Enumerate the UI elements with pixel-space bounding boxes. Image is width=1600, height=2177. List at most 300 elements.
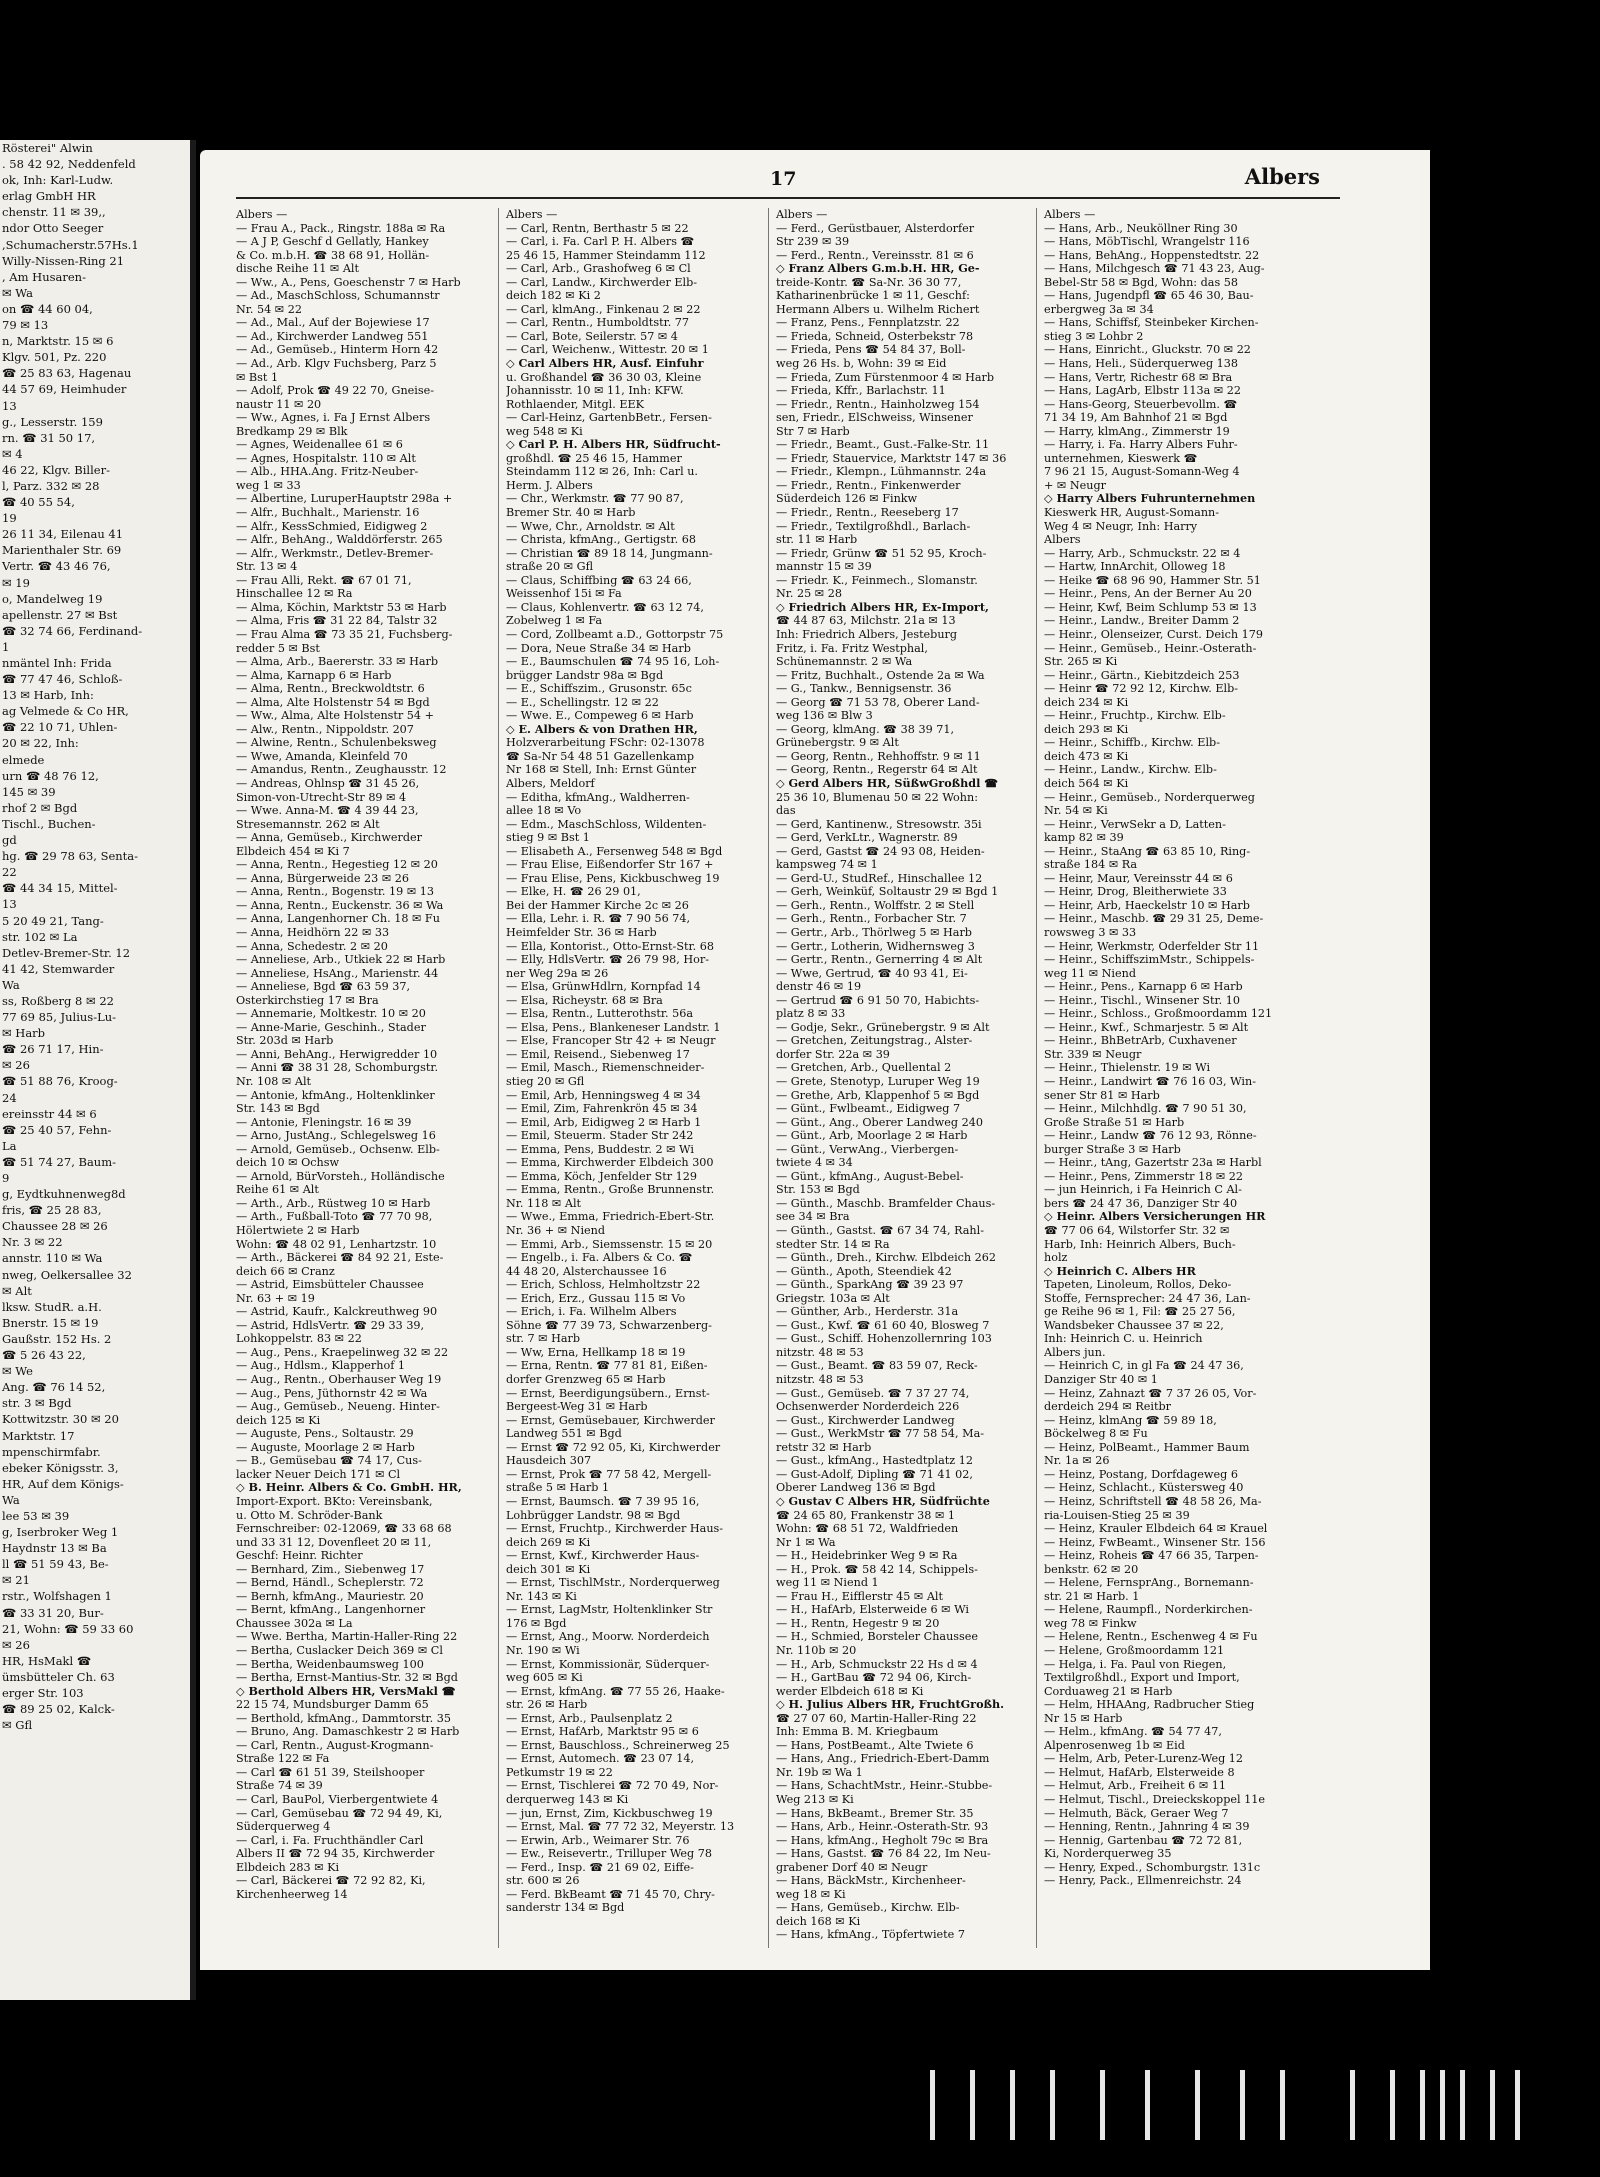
directory-entry-line: deich 293 ✉ Ki xyxy=(1044,722,1129,736)
prev-page-line: erger Str. 103 xyxy=(2,1686,84,1700)
directory-entry-line: weg 548 ✉ Ki xyxy=(506,424,583,438)
directory-entry-line: sanderstr 134 ✉ Bgd xyxy=(506,1901,625,1915)
directory-entry-line: großhdl. ☎ 25 46 15, Hammer xyxy=(506,451,682,465)
directory-entry-line: — Gust., Beamt. ☎ 83 59 07, Reck- xyxy=(776,1359,978,1373)
directory-entry-line: — Frau A., Pack., Ringstr. 188a ✉ Ra xyxy=(236,221,446,235)
directory-entry-line: Elbdeich 454 ✉ Ki 7 xyxy=(236,844,350,858)
directory-entry-line: — Elisabeth A., Fersenweg 548 ✉ Bgd xyxy=(506,844,723,858)
directory-entry-line: — Heinr., Kwf., Schmarjestr. 5 ✉ Alt xyxy=(1044,1020,1249,1034)
directory-entry-line: weg 78 ✉ Finkw xyxy=(1044,1616,1137,1630)
directory-entry-line: — Georg, Rentn., Regerstr 64 ✉ Alt xyxy=(776,763,978,777)
directory-entry-line: — Frieda, Zum Fürstenmoor 4 ✉ Harb xyxy=(776,370,995,384)
directory-entry-line: — Frieda, Kffr., Barlachstr. 11 xyxy=(776,384,946,398)
prev-page-line: 26 11 34, Eilenau 41 xyxy=(2,527,124,542)
prev-page-line: g, Iserbroker Weg 1 xyxy=(2,1525,119,1540)
directory-entry-line: Oberer Landweg 136 ✉ Bgd xyxy=(776,1481,936,1495)
directory-entry-line: — Alma, Köchin, Marktstr 53 ✉ Harb xyxy=(236,600,447,614)
directory-entry-line: Str 7 ✉ Harb xyxy=(776,424,850,438)
directory-entry-line: — Andreas, Ohlnsp ☎ 31 45 26, xyxy=(236,776,420,790)
directory-entry-line: Nr. 54 ✉ 22 xyxy=(236,302,302,316)
directory-entry-line: — Heinz, Roheis ☎ 47 66 35, Tarpen- xyxy=(1044,1549,1259,1563)
directory-entry-line: str. 11 ✉ Harb xyxy=(776,533,858,547)
directory-entry-line: Weg 4 ✉ Neugr, Inh: Harry xyxy=(1044,519,1198,533)
directory-entry-line: ☎ 24 65 80, Frankenstr 38 ✉ 1 xyxy=(776,1508,955,1522)
book-binding-edge xyxy=(1436,150,1600,1970)
directory-entry-line: Corduaweg 21 ✉ Harb xyxy=(1044,1684,1173,1698)
directory-entry-line: Kirchenheerweg 14 xyxy=(236,1887,348,1901)
column-3 xyxy=(776,208,1032,1942)
directory-entry-line: — Heinr., Olenseizer, Curst. Deich 179 xyxy=(1044,627,1263,641)
prev-page-line: Bnerstr. 15 ✉ 19 xyxy=(2,1315,99,1330)
directory-entry-line: — Ernst, Kommissionär, Süderquer- xyxy=(506,1657,710,1671)
directory-entry-line: retstr 32 ✉ Harb xyxy=(776,1440,872,1454)
directory-entry-line: Straße 74 ✉ 39 xyxy=(236,1779,323,1793)
directory-entry-line: — E., Schellingstr. 12 ✉ 22 xyxy=(506,695,659,709)
directory-entry-line: Weg 213 ✉ Ki xyxy=(776,1792,854,1806)
directory-entry-line: — Helm., kfmAng. ☎ 54 77 47, xyxy=(1044,1725,1222,1739)
directory-entry-line: Nr. 1a ✉ 26 xyxy=(1044,1454,1110,1468)
directory-entry-line: — Hans, kfmAng., Hegholt 79c ✉ Bra xyxy=(776,1833,989,1847)
directory-entry-line: — Gerd, Kantinenw., Stresowstr. 35i xyxy=(776,817,982,831)
directory-entry-line: — Heinr., Thielenstr. 19 ✉ Wi xyxy=(1044,1061,1211,1075)
directory-entry-line: — Ernst, Baumsch. ☎ 7 39 95 16, xyxy=(506,1494,700,1508)
directory-entry-line: — Ella, Kontorist., Otto-Ernst-Str. 68 xyxy=(506,939,714,953)
directory-entry-line: Albers jun. xyxy=(1044,1345,1106,1359)
directory-entry-line: Nr. 110b ✉ 20 xyxy=(776,1643,857,1657)
directory-entry-line: — Carl, Gemüsebau ☎ 72 94 49, Ki, xyxy=(236,1806,443,1820)
directory-entry-line: 7 96 21 15, August-Somann-Weg 4 xyxy=(1044,465,1240,479)
directory-entry-line: — Gust., Kwf. ☎ 61 60 40, Blosweg 7 xyxy=(776,1318,990,1332)
directory-entry-line: — Friedr., Textilgroßhdl., Barlach- xyxy=(776,519,971,533)
directory-entry-line: — Ad., MaschSchloss, Schumannstr xyxy=(236,289,440,303)
directory-entry-line: Holzverarbeitung FSchr: 02-13078 xyxy=(506,736,705,750)
prev-page-line: ereinsstr 44 ✉ 6 xyxy=(2,1106,97,1121)
directory-entry-line: — Helene, Großmoordamm 121 xyxy=(1044,1643,1225,1657)
directory-entry-line: — Emma, Rentn., Große Brunnenstr. xyxy=(506,1183,715,1197)
directory-entry-line: deich 301 ✉ Ki xyxy=(506,1562,591,1576)
directory-entry-line: — Heinr., Tischl., Winsener Str. 10 xyxy=(1044,993,1240,1007)
directory-entry-line: — Frau Elise, Pens, Kickbuschweg 19 xyxy=(506,871,720,885)
directory-entry-line: — Ew., Reisevertr., Trilluper Weg 78 xyxy=(506,1847,712,1861)
directory-entry-line: — Carl, Rentn., Humboldtstr. 77 xyxy=(506,316,690,330)
directory-entry-line: ☎ 27 07 60, Martin-Haller-Ring 22 xyxy=(776,1711,977,1725)
directory-entry-line: — Albertine, LuruperHauptstr 298a + xyxy=(236,492,453,506)
directory-entry-line: — Anneliese, Arb., Utkiek 22 ✉ Harb xyxy=(236,953,446,967)
prev-page-line: apellenstr. 27 ✉ Bst xyxy=(2,607,118,622)
directory-entry-line: — Alma, Fris ☎ 31 22 84, Talstr 32 xyxy=(236,614,438,628)
directory-entry-line: — Aug., Gemüseb., Neueng. Hinter- xyxy=(236,1400,440,1414)
column-heading: Albers — xyxy=(776,208,828,221)
directory-entry-line: — Alma, Arb., Baererstr. 33 ✉ Harb xyxy=(236,655,439,669)
directory-entry-line: — Ella, Lehr. i. R. ☎ 7 90 56 74, xyxy=(506,912,691,926)
prev-page-line: 22 xyxy=(2,865,17,880)
directory-entry-line: str. 7 ✉ Harb xyxy=(506,1332,581,1346)
prev-page-line: ll ☎ 51 59 43, Be- xyxy=(2,1557,109,1572)
directory-entry-line: — Frau Alli, Rekt. ☎ 67 01 71, xyxy=(236,573,412,587)
prev-page-line: Willy-Nissen-Ring 21 xyxy=(2,253,125,268)
firm-entry: ◇ Berthold Albers HR, VersMakl ☎ xyxy=(236,1684,456,1698)
directory-entry-line: Ki, Norderquerweg 35 xyxy=(1044,1847,1172,1861)
directory-entry-line: stedter Str. 14 ✉ Ra xyxy=(776,1237,890,1251)
column-divider xyxy=(768,208,769,1948)
directory-entry-line: — Arnold, Gemüseb., Ochsenw. Elb- xyxy=(236,1142,440,1156)
directory-entry-line: — Heinr, Arb, Haeckelstr 10 ✉ Harb xyxy=(1044,898,1250,912)
directory-entry-line: — Gertr., Arb., Thörlweg 5 ✉ Harb xyxy=(776,925,972,939)
prev-page-line: o, Mandelweg 19 xyxy=(2,591,103,606)
directory-entry-line: — Emmi, Arb., Siemssenstr. 15 ✉ 20 xyxy=(506,1237,713,1251)
directory-entry-line: — Frieda, Pens ☎ 54 84 37, Boll- xyxy=(776,343,966,357)
prev-page-line: Wa xyxy=(2,977,20,992)
column-divider xyxy=(1036,208,1037,1948)
directory-entry-line: — Christa, kfmAng., Gertigstr. 68 xyxy=(506,533,696,547)
directory-entry-line: — Godje, Sekr., Grünebergstr. 9 ✉ Alt xyxy=(776,1020,990,1034)
directory-entry-line: Wandsbeker Chaussee 37 ✉ 22, xyxy=(1044,1318,1224,1332)
directory-entry-line: & Co. m.b.H. ☎ 38 68 91, Hollän- xyxy=(236,248,430,262)
directory-entry-line: — Heinz, FwBeamt., Winsener Str. 156 xyxy=(1044,1535,1266,1549)
directory-entry-line: — E., Baumschulen ☎ 74 95 16, Loh- xyxy=(506,655,720,669)
directory-entry-line: — Else, Francoper Str 42 + ✉ Neugr xyxy=(506,1034,716,1048)
directory-entry-line: — Ernst, TischlMstr., Norderquerweg xyxy=(506,1576,720,1590)
directory-entry-line: — Adolf, Prok ☎ 49 22 70, Gneise- xyxy=(236,384,435,398)
column-heading: Albers — xyxy=(236,208,288,221)
directory-entry-line: — Amandus, Rentn., Zeughausstr. 12 xyxy=(236,763,447,777)
directory-entry-line: — Gerd, Gastst ☎ 24 93 08, Heiden- xyxy=(776,844,985,858)
directory-entry-line: benkstr. 62 ✉ 20 xyxy=(1044,1562,1139,1576)
prev-page-line: rstr., Wolfshagen 1 xyxy=(2,1589,112,1604)
scanner-calibration-marks xyxy=(930,2070,1550,2150)
directory-entry-line: — Hans, Ang., Friedrich-Ebert-Damm xyxy=(776,1752,990,1766)
directory-entry-line: — Heinr., StaAng ☎ 63 85 10, Ring- xyxy=(1044,844,1251,858)
directory-entry-line: Hausdeich 307 xyxy=(506,1454,592,1468)
directory-entry-line: Wohn: ☎ 68 51 72, Waldfrieden xyxy=(776,1522,959,1536)
directory-entry-line: — Ad., Mal., Auf der Bojewiese 17 xyxy=(236,316,430,330)
prev-page-line: 145 ✉ 39 xyxy=(2,784,56,799)
directory-entry-line: Herm. J. Albers xyxy=(506,478,593,492)
directory-entry-line: — Christian ☎ 89 18 14, Jungmann- xyxy=(506,546,713,560)
directory-entry-line: — Agnes, Hospitalstr. 110 ✉ Alt xyxy=(236,451,416,465)
directory-entry-line: — Georg ☎ 71 53 78, Oberer Land- xyxy=(776,695,980,709)
directory-entry-line: — Dora, Neue Straße 34 ✉ Harb xyxy=(506,641,691,655)
directory-entry-line: — Anna, Rentn., Euckenstr. 36 ✉ Wa xyxy=(236,898,444,912)
directory-entry-line: — Gust., Kirchwerder Landweg xyxy=(776,1413,955,1427)
directory-entry-line: — Gust., Schiff. Hohenzollernring 103 xyxy=(776,1332,992,1346)
directory-entry-line: — Heinr., Landw., Kirchw. Elb- xyxy=(1044,763,1217,777)
directory-entry-line: allee 18 ✉ Vo xyxy=(506,804,582,818)
directory-entry-line: — Friedr. K., Feinmech., Slomanstr. xyxy=(776,573,978,587)
prev-page-line: ✉ Wa xyxy=(2,285,33,300)
directory-entry-line: — Hans, Milchgesch ☎ 71 43 23, Aug- xyxy=(1044,262,1265,276)
directory-entry-line: — Bruno, Ang. Damaschkestr 2 ✉ Harb xyxy=(236,1725,460,1739)
directory-entry-line: deich 66 ✉ Cranz xyxy=(236,1264,335,1278)
directory-entry-line: — jun Heinrich, i Fa Heinrich C Al- xyxy=(1044,1183,1242,1197)
directory-entry-line: — Gertr., Lotherin, Widhernsweg 3 xyxy=(776,939,975,953)
directory-entry-line: weg 605 ✉ Ki xyxy=(506,1671,583,1685)
directory-entry-line: — Hans, Einricht., Gluckstr. 70 ✉ 22 xyxy=(1044,343,1251,357)
prev-page-line: ☎ 51 88 76, Kroog- xyxy=(2,1074,118,1089)
directory-entry-line: — Heinrich C, in gl Fa ☎ 24 47 36, xyxy=(1044,1359,1244,1373)
directory-entry-line: deich 564 ✉ Ki xyxy=(1044,776,1129,790)
directory-entry-line: Nr. 190 ✉ Wi xyxy=(506,1643,580,1657)
directory-entry-line: burger Straße 3 ✉ Harb xyxy=(1044,1142,1181,1156)
directory-entry-line: holz xyxy=(1044,1251,1068,1265)
prev-page-line: str. 102 ✉ La xyxy=(2,929,78,944)
directory-entry-line: — Wwe, Chr., Arnoldstr. ✉ Alt xyxy=(506,519,675,533)
directory-entry-line: — Frau Elise, Eißendorfer Str 167 + xyxy=(506,858,714,872)
directory-entry-line: — Heinr, Werkmstr, Oderfelder Str 11 xyxy=(1044,939,1260,953)
directory-entry-line: — Carl ☎ 61 51 39, Steilshooper xyxy=(236,1765,425,1779)
directory-entry-line: — Helene, FernsprAng., Bornemann- xyxy=(1044,1576,1254,1590)
directory-entry-line: Tapeten, Linoleum, Rollos, Deko- xyxy=(1044,1278,1232,1292)
directory-entry-line: Albers, Meldorf xyxy=(506,776,595,790)
directory-entry-line: — Heinr., Fruchtp., Kirchw. Elb- xyxy=(1044,709,1226,723)
directory-entry-line: — Emil, Reisend., Siebenweg 17 xyxy=(506,1047,690,1061)
prev-page-line: on ☎ 44 60 04, xyxy=(2,301,93,316)
directory-entry-line: — Georg, klmAng. ☎ 38 39 71, xyxy=(776,722,955,736)
directory-entry-line: — jun, Ernst, Zim, Kickbuschweg 19 xyxy=(506,1806,713,1820)
directory-entry-line: ge Reihe 96 ✉ 1, Fil: ☎ 25 27 56, xyxy=(1044,1305,1236,1319)
firm-entry: ◇ Friedrich Albers HR, Ex-Import, xyxy=(776,600,989,614)
directory-entry-line: Hinschallee 12 ✉ Ra xyxy=(236,587,353,601)
directory-entry-line: — Ferd., Rentn., Vereinsstr. 81 ✉ 6 xyxy=(776,248,974,262)
directory-entry-line: — Heinz, PolBeamt., Hammer Baum xyxy=(1044,1440,1250,1454)
directory-entry-line: Str. 143 ✉ Bgd xyxy=(236,1102,320,1116)
running-title: Albers xyxy=(1244,164,1320,189)
firm-entry: ◇ Gustav C Albers HR, Südfrüchte xyxy=(776,1494,990,1508)
directory-entry-line: Bremer Str. 40 ✉ Harb xyxy=(506,506,636,520)
directory-entry-line: — Carl, klmAng., Finkenau 2 ✉ 22 xyxy=(506,302,701,316)
directory-entry-line: see 34 ✉ Bra xyxy=(776,1210,850,1224)
directory-entry-line: Hermann Albers u. Wilhelm Richert xyxy=(776,302,980,316)
directory-entry-line: Simon-von-Utrecht-Str 89 ✉ 4 xyxy=(236,790,407,804)
directory-entry-line: — Alma, Karnapp 6 ✉ Harb xyxy=(236,668,392,682)
prev-page-line: Wa xyxy=(2,1492,20,1507)
prev-page-line: Marktstr. 17 xyxy=(2,1428,75,1443)
directory-entry-line: bers ☎ 24 47 36, Danziger Str 40 xyxy=(1044,1196,1238,1210)
directory-entry-line: — Heinz, Postang, Dorfdageweg 6 xyxy=(1044,1467,1238,1481)
directory-entry-line: — Friedr., Beamt., Gust.-Falke-Str. 11 xyxy=(776,438,990,452)
directory-entry-line: Große Straße 51 ✉ Harb xyxy=(1044,1115,1185,1129)
directory-entry-line: — Wwe. Anna-M. ☎ 4 39 44 23, xyxy=(236,804,419,818)
directory-entry-line: — Heinr., BhBetrArb, Cuxhavener xyxy=(1044,1034,1237,1048)
directory-entry-line: Albers xyxy=(1044,533,1081,547)
prev-page-line: ,Schumacherstr.57Hs.1 xyxy=(2,237,139,252)
directory-entry-line: — Hartw, InnArchit, Olloweg 18 xyxy=(1044,560,1226,574)
prev-page-line: Chaussee 28 ✉ 26 xyxy=(2,1219,108,1234)
directory-entry-line: — Günt., Arb, Moorlage 2 ✉ Harb xyxy=(776,1129,968,1143)
directory-entry-line: stieg 9 ✉ Bst 1 xyxy=(506,831,590,845)
directory-entry-line: derdeich 294 ✉ Reitbr xyxy=(1044,1400,1171,1414)
directory-entry-line: — Erna, Rentn. ☎ 77 81 81, Eißen- xyxy=(506,1359,708,1373)
directory-entry-line: — Friedr, Grünw ☎ 51 52 95, Kroch- xyxy=(776,546,987,560)
directory-entry-line: Johannisstr. 10 ✉ 11, Inh: KFW. xyxy=(506,384,684,398)
directory-entry-line: weg 136 ✉ Blw 3 xyxy=(776,709,873,723)
directory-entry-line: — Heinr., Landw ☎ 76 12 93, Rönne- xyxy=(1044,1129,1257,1143)
directory-entry-line: — Aug., Rentn., Oberhauser Weg 19 xyxy=(236,1373,442,1387)
prev-page-line: fris, ☎ 25 28 83, xyxy=(2,1203,102,1218)
directory-entry-line: — Günt., Fwlbeamt., Eidigweg 7 xyxy=(776,1102,961,1116)
directory-entry-line: — Hans, Vertr, Richestr 68 ✉ Bra xyxy=(1044,370,1233,384)
directory-entry-line: — Erich, Erz., Gussau 115 ✉ Vo xyxy=(506,1291,686,1305)
directory-entry-line: — Hans, Arb., Heinr.-Osterath-Str. 93 xyxy=(776,1820,989,1834)
directory-entry-line: — Erich, Schloss, Helmholtzstr 22 xyxy=(506,1278,701,1292)
prev-page-line: . 58 42 92, Neddenfeld xyxy=(2,157,136,172)
directory-entry-line: — Ww, Erna, Hellkamp 18 ✉ 19 xyxy=(506,1345,686,1359)
directory-entry-line: — Alw., Rentn., Nippoldstr. 207 xyxy=(236,722,414,736)
directory-entry-line: grabener Dorf 40 ✉ Neugr xyxy=(776,1860,928,1874)
directory-entry-line: twiete 4 ✉ 34 xyxy=(776,1156,853,1170)
directory-entry-line: Bredkamp 29 ✉ Blk xyxy=(236,424,348,438)
directory-entry-line: redder 5 ✉ Bst xyxy=(236,641,320,655)
directory-entry-line: — Hans, BkBeamt., Bremer Str. 35 xyxy=(776,1806,974,1820)
directory-entry-line: — Elsa, Pens., Blankeneser Landstr. 1 xyxy=(506,1020,721,1034)
directory-entry-line: — Günth., Maschb. Bramfelder Chaus- xyxy=(776,1196,996,1210)
prev-page-line: 41 42, Stemwarder xyxy=(2,961,115,976)
directory-entry-line: — Gerd-U., StudRef., Hinschallee 12 xyxy=(776,871,983,885)
directory-entry-line: weg 1 ✉ 33 xyxy=(236,478,301,492)
prev-page-line: 79 ✉ 13 xyxy=(2,318,49,333)
directory-entry-line: dorfer Str. 22a ✉ 39 xyxy=(776,1047,890,1061)
header-rule xyxy=(236,197,1340,199)
directory-entry-line: — Ww., A., Pens, Goeschenstr 7 ✉ Harb xyxy=(236,275,461,289)
directory-entry-line: — Hans, Heli., Süderquerweg 138 xyxy=(1044,357,1239,371)
directory-entry-line: — Henry, Exped., Schomburgstr. 131c xyxy=(1044,1860,1261,1874)
directory-entry-line: Bei der Hammer Kirche 2c ✉ 26 xyxy=(506,898,689,912)
directory-entry-line: Nr. 25 ✉ 28 xyxy=(776,587,842,601)
prev-page-line: g., Lesserstr. 159 xyxy=(2,414,103,429)
prev-page-line: ☎ 33 31 20, Bur- xyxy=(2,1605,104,1620)
directory-entry-line: — Ww., Alma, Alte Holstenstr 54 + xyxy=(236,709,434,723)
directory-entry-line: Fritz, i. Fa. Fritz Westphal, xyxy=(776,641,928,655)
directory-entry-line: Chaussee 302a ✉ La xyxy=(236,1616,353,1630)
directory-entry-line: — Friedr., Klempn., Lühmannstr. 24a xyxy=(776,465,987,479)
directory-entry-line: unternehmen, Kieswerk ☎ xyxy=(1044,451,1198,465)
directory-entry-line: — Günther, Arb., Herderstr. 31a xyxy=(776,1305,959,1319)
directory-entry-line: — H., Arb, Schmuckstr 22 Hs d ✉ 4 xyxy=(776,1657,978,1671)
directory-entry-line: — Carl, Bote, Seilerstr. 57 ✉ 4 xyxy=(506,329,678,343)
directory-entry-line: — Hans, Arb., Neuköllner Ring 30 xyxy=(1044,221,1238,235)
directory-entry-line: — Auguste, Moorlage 2 ✉ Harb xyxy=(236,1440,415,1454)
directory-entry-line: ria-Louisen-Stieg 25 ✉ 39 xyxy=(1044,1508,1190,1522)
directory-entry-line: Süderquerweg 4 xyxy=(236,1820,331,1834)
prev-page-line: g, Eydtkuhnenweg8d xyxy=(2,1187,126,1202)
directory-entry-line: ☎ Sa-Nr 54 48 51 Gazellenkamp xyxy=(506,749,694,763)
directory-entry-line: — Harry, klmAng., Zimmerstr 19 xyxy=(1044,424,1230,438)
directory-entry-line: — Arth., Bäckerei ☎ 84 92 21, Este- xyxy=(236,1251,444,1265)
directory-entry-line: — Aug., Pens, Jüthornstr 42 ✉ Wa xyxy=(236,1386,428,1400)
directory-entry-line: Import-Export. BKto: Vereinsbank, xyxy=(236,1494,433,1508)
directory-entry-line: — Günt., VerwAng., Vierbergen- xyxy=(776,1142,959,1156)
directory-entry-line: kamp 82 ✉ 39 xyxy=(1044,831,1124,845)
directory-entry-line: — Helmut, Arb., Freiheit 6 ✉ 11 xyxy=(1044,1779,1226,1793)
directory-entry-line: und 33 31 12, Dovenfleet 20 ✉ 11, xyxy=(236,1535,432,1549)
directory-entry-line: Heimfelder Str. 36 ✉ Harb xyxy=(506,925,657,939)
directory-entry-line: weg 11 ✉ Niend xyxy=(1044,966,1136,980)
prev-page-line: ✉ 19 xyxy=(2,575,30,590)
directory-entry-line: — Carl, Rentn., August-Krogmann- xyxy=(236,1738,434,1752)
prev-page-line: Ang. ☎ 76 14 52, xyxy=(2,1380,106,1395)
directory-entry-line: — Gust., Gemüseb. ☎ 7 37 27 74, xyxy=(776,1386,970,1400)
prev-page-line: 44 57 69, Heimhuder xyxy=(2,382,127,397)
directory-entry-line: — Edm., MaschSchloss, Wildenten- xyxy=(506,817,707,831)
directory-entry-line: — Emma, Köch, Jenfelder Str 129 xyxy=(506,1169,698,1183)
directory-entry-line: u. Otto M. Schröder-Bank xyxy=(236,1508,383,1522)
directory-entry-line: sen, Friedr., ElSchweiss, Winsener xyxy=(776,411,973,425)
directory-entry-line: Str. 203d ✉ Harb xyxy=(236,1034,334,1048)
directory-entry-line: — Erich, i. Fa. Wilhelm Albers xyxy=(506,1305,677,1319)
directory-entry-line: — Alfr., Buchhalt., Marienstr. 16 xyxy=(236,506,420,520)
directory-entry-line: — Heinr., Milchhdlg. ☎ 7 90 51 30, xyxy=(1044,1102,1247,1116)
directory-entry-line: — Wwe, Gertrud, ☎ 40 93 41, Ei- xyxy=(776,966,968,980)
directory-entry-line: — Alb., HHA.Ang. Fritz-Neuber- xyxy=(236,465,419,479)
directory-entry-line: — Carl-Heinz, GartenbBetr., Fersen- xyxy=(506,411,712,425)
directory-entry-line: erbergweg 3a ✉ 34 xyxy=(1044,302,1154,316)
directory-entry-line: deich 269 ✉ Ki xyxy=(506,1535,591,1549)
directory-entry-line: — Hans, LagArb, Elbstr 113a ✉ 22 xyxy=(1044,384,1241,398)
directory-entry-line: 71 34 19, Am Bahnhof 21 ✉ Bgd xyxy=(1044,411,1228,425)
prev-page-line: Klgv. 501, Pz. 220 xyxy=(2,350,107,365)
prev-page-line: l, Parz. 332 ✉ 28 xyxy=(2,478,100,493)
directory-entry-line: — H., Rentn, Hegestr 9 ✉ 20 xyxy=(776,1616,940,1630)
directory-entry-line: — Heike ☎ 68 96 90, Hammer Str. 51 xyxy=(1044,573,1261,587)
directory-entry-line: — Elsa, Richeystr. 68 ✉ Bra xyxy=(506,993,663,1007)
directory-entry-line: 22 15 74, Mundsburger Damm 65 xyxy=(236,1698,429,1712)
directory-entry-line: — Alfr., BehAng., Walddörferstr. 265 xyxy=(236,533,443,547)
directory-entry-line: Katharinenbrücke 1 ✉ 11, Geschf: xyxy=(776,289,970,303)
directory-entry-line: — Anna, Bürgerweide 23 ✉ 26 xyxy=(236,871,409,885)
directory-entry-line: — Bertha, Cuslacker Deich 369 ✉ Cl xyxy=(236,1643,443,1657)
prev-page-line: 1 xyxy=(2,639,10,654)
directory-entry-line: — Bernd, Händl., Scheplerstr. 72 xyxy=(236,1576,424,1590)
directory-entry-line: Fernschreiber: 02-12069, ☎ 33 68 68 xyxy=(236,1522,452,1536)
directory-entry-line: — Emil, Zim, Fahrenkrön 45 ✉ 34 xyxy=(506,1102,698,1116)
directory-entry-line: — Agnes, Weidenallee 61 ✉ 6 xyxy=(236,438,403,452)
directory-entry-line: Inh: Heinrich C. u. Heinrich xyxy=(1044,1332,1203,1346)
directory-entry-line: — Bertha, Weidenbaumsweg 100 xyxy=(236,1657,424,1671)
directory-entry-line: — Alwine, Rentn., Schulenbeksweg xyxy=(236,736,437,750)
column-4 xyxy=(1044,208,1300,1888)
column-2 xyxy=(506,208,762,1915)
directory-entry-line: — Günth., SparkAng ☎ 39 23 97 xyxy=(776,1278,964,1292)
firm-entry: ◇ Franz Albers G.m.b.H. HR, Ge- xyxy=(776,262,980,276)
directory-entry-line: Nr. 19b ✉ Wa 1 xyxy=(776,1765,863,1779)
directory-entry-line: — Heinr., Pens, Zimmerstr 18 ✉ 22 xyxy=(1044,1169,1244,1183)
directory-entry-line: deich 234 ✉ Ki xyxy=(1044,695,1129,709)
directory-entry-line: Nr. 108 ✉ Alt xyxy=(236,1075,312,1088)
prev-page-line: ok, Inh: Karl-Ludw. xyxy=(2,173,114,188)
directory-entry-line: — Ernst, Kwf., Kirchwerder Haus- xyxy=(506,1549,700,1563)
prev-page-line: urn ☎ 48 76 12, xyxy=(2,768,99,783)
directory-entry-line: naustr 11 ✉ 20 xyxy=(236,397,322,411)
directory-entry-line: — Elsa, Rentn., Lutterothstr. 56a xyxy=(506,1007,694,1021)
directory-entry-line: — Anni, BehAng., Herwigredder 10 xyxy=(236,1047,438,1061)
directory-entry-line: — Anneliese, Bgd ☎ 63 59 37, xyxy=(236,980,411,994)
directory-entry-line: — Ernst, Ang., Moorw. Norderdeich xyxy=(506,1630,710,1644)
prev-page-line: La xyxy=(2,1138,17,1153)
directory-entry-line: weg 11 ✉ Niend 1 xyxy=(776,1576,879,1590)
prev-page-line: ☎ 32 74 66, Ferdinand- xyxy=(2,623,143,638)
prev-page-line: HR, HsMakl ☎ xyxy=(2,1653,92,1668)
directory-entry-line: — Alma, Alte Holstenstr 54 ✉ Bgd xyxy=(236,695,430,709)
directory-entry-line: Ochsenwerder Norderdeich 226 xyxy=(776,1400,960,1414)
prev-page-line: elmede xyxy=(2,752,45,767)
directory-entry-line: 25 46 15, Hammer Steindamm 112 xyxy=(506,248,706,262)
directory-entry-line: — Heinz, Schriftstell ☎ 48 58 26, Ma- xyxy=(1044,1494,1262,1508)
directory-entry-line: — Aug., Hdlsm., Klapperhof 1 xyxy=(236,1359,406,1373)
directory-entry-line: Söhne ☎ 77 39 73, Schwarzenberg- xyxy=(506,1318,712,1332)
column-1 xyxy=(236,208,492,1901)
directory-entry-line: — Berthold, kfmAng., Dammtorstr. 35 xyxy=(236,1711,452,1725)
directory-entry-line: — Annemarie, Moltkestr. 10 ✉ 20 xyxy=(236,1007,426,1021)
